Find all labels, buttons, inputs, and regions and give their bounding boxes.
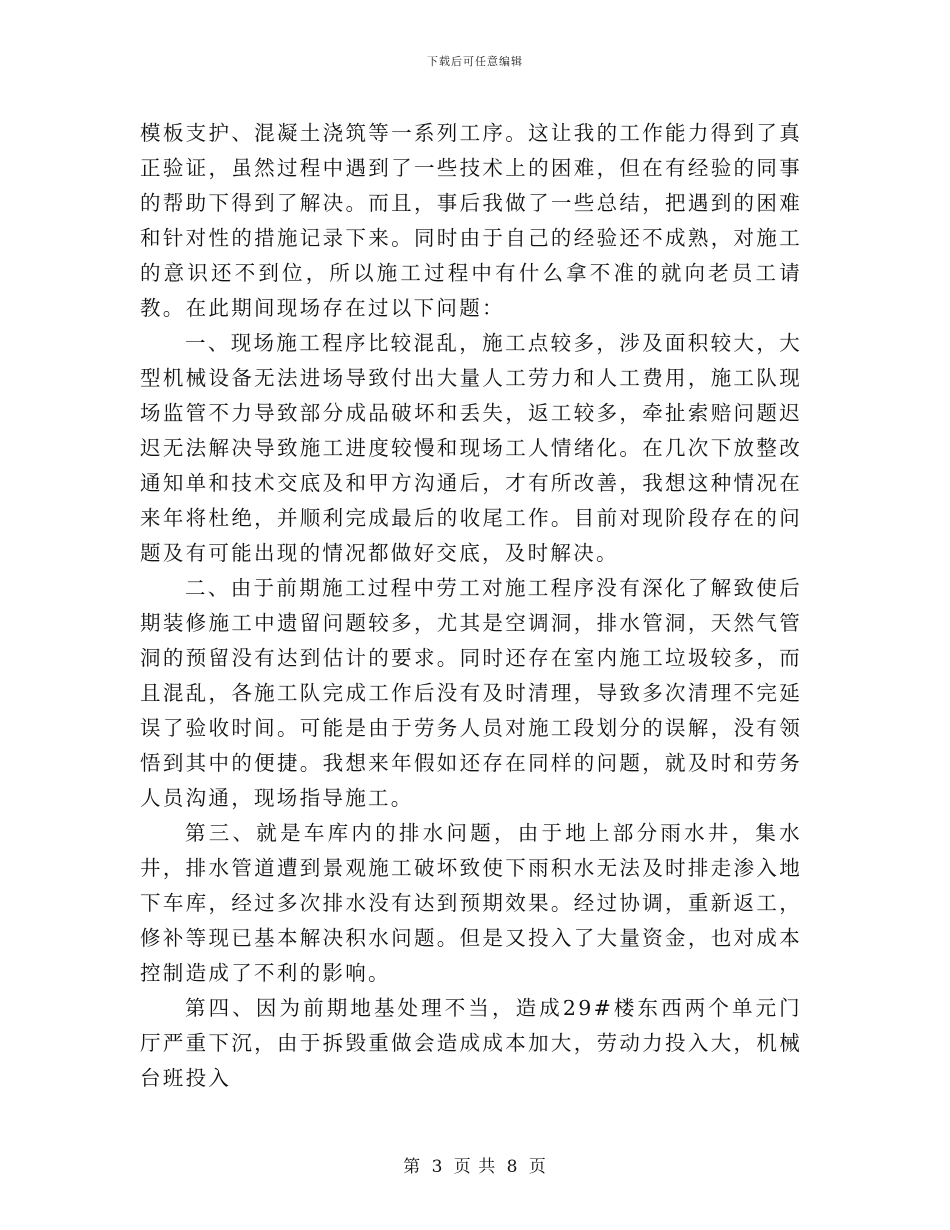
paragraph-continuation: 模板支护、混凝土浇筑等一系列工序。这让我的工作能力得到了真正验证，虽然过程中遇到了一些技术上的困难，但在有经验的同事的帮助下得到了解决。而且，事后我做了一些总结，把遇到的困难和针对性的措施记录下来。同时由于自己的经验还不成熟，对施工的意识还不到位，所以施工过程中有什么拿不准的就向老员工请教。在此期间现场存在过以下问题： bbox=[140, 121, 802, 320]
page-number-prefix: 第 bbox=[403, 1157, 422, 1177]
total-page-count: 8 bbox=[506, 1157, 519, 1177]
page-number-suffix: 页 bbox=[528, 1157, 547, 1177]
paragraph-issue-1: 一、现场施工程序比较混乱，施工点较多，涉及面积较大，大型机械设备无法进场导致付出大量人工劳力和人工费用，施工队现场监管不力导致部分成品破坏和丢失，返工较多，牵扯索赔问题迟迟无法解决导致施工进度较慢和现场工人情绪化。在几次下放整改通知单和技术交底及和甲方沟通后，才有所改善，我想这种情况在来年将杜绝，并顺利完成最后的收尾工作。目前对现阶段存在的问题及有可能出现的情况都做好交底，及时解决。 bbox=[140, 331, 802, 565]
page-header: 下载后可任意编辑 bbox=[427, 55, 523, 68]
page-number-mid: 页 共 bbox=[453, 1157, 497, 1177]
page-footer bbox=[0, 1152, 950, 1177]
current-page-number: 3 bbox=[431, 1157, 444, 1177]
paragraph-issue-4: 第四、因为前期地基处理不当，造成29#楼东西两个单元门厅严重下沉，由于拆毁重做会造成成本加大，劳动力投入大，机械台班投入 bbox=[140, 996, 802, 1090]
paragraph-issue-2: 二、由于前期施工过程中劳工对施工程序没有深化了解致使后期装修施工中遗留问题较多，尤其是空调洞，排水管洞，天然气管洞的预留没有达到估计的要求。同时还存在室内施工垃圾较多，而且混乱，各施工队完成工作后没有及时清理，导致多次清理不完延误了验收时间。可能是由于劳务人员对施工段划分的误解，没有领悟到其中的便捷。我想来年假如还存在同样的问题，就及时和劳务人员沟通，现场指导施工。 bbox=[140, 576, 802, 810]
paragraph-issue-3: 第三、就是车库内的排水问题，由于地上部分雨水井，集水井，排水管道遭到景观施工破坏致使下雨积水无法及时排走渗入地下车库，经过多次排水没有达到预期效果。经过协调，重新返工，修补等现已基本解决积水问题。但是又投入了大量资金，也对成本控制造成了不利的影响。 bbox=[140, 821, 802, 985]
document-body bbox=[140, 116, 802, 1096]
